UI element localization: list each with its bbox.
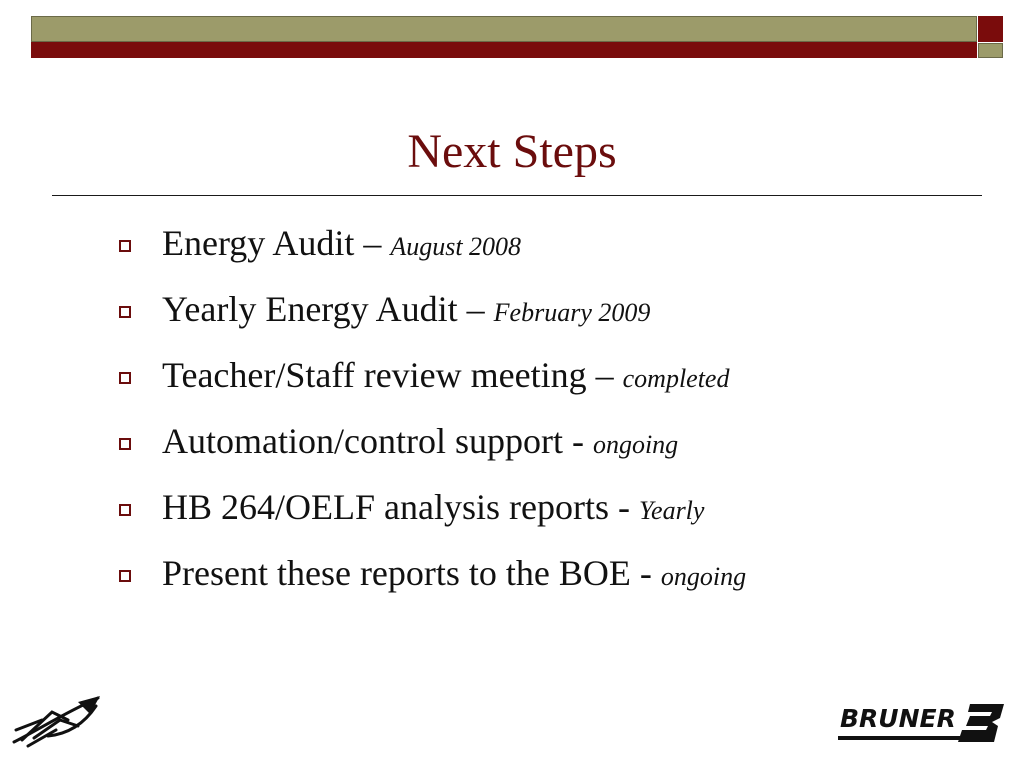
list-item bbox=[116, 549, 976, 615]
item-text: HB 264/OELF analysis reports - bbox=[162, 487, 639, 527]
item-status: February 2009 bbox=[493, 298, 651, 327]
list-item bbox=[116, 351, 976, 417]
list-item bbox=[116, 483, 976, 549]
list-item bbox=[116, 417, 976, 483]
square-bullet-icon bbox=[119, 438, 131, 450]
item-text: Teacher/Staff review meeting – bbox=[162, 355, 623, 395]
square-bullet-icon bbox=[119, 306, 131, 318]
item-text: Automation/control support - bbox=[162, 421, 593, 461]
banner-olive-square bbox=[978, 43, 1003, 58]
slide-title: Next Steps bbox=[407, 125, 617, 178]
banner-olive-bar bbox=[31, 16, 977, 42]
item-text: Present these reports to the BOE - bbox=[162, 553, 661, 593]
bruner-logo bbox=[836, 700, 1008, 748]
item-text: Energy Audit – bbox=[162, 223, 391, 263]
square-bullet-icon bbox=[119, 240, 131, 252]
banner-maroon-square bbox=[978, 16, 1003, 42]
bruner-logo-text: BRUNER bbox=[840, 704, 956, 733]
square-bullet-icon bbox=[119, 372, 131, 384]
item-status: ongoing bbox=[660, 562, 747, 591]
item-status: ongoing bbox=[592, 430, 679, 459]
square-bullet-icon bbox=[119, 504, 131, 516]
bullet-list bbox=[116, 219, 976, 615]
item-status: Yearly bbox=[638, 496, 705, 525]
banner-maroon-bar bbox=[31, 42, 977, 58]
list-item bbox=[116, 285, 976, 351]
square-bullet-icon bbox=[119, 570, 131, 582]
title-divider bbox=[52, 195, 982, 196]
item-status: August 2008 bbox=[390, 232, 522, 261]
item-text: Yearly Energy Audit – bbox=[162, 289, 494, 329]
top-banner bbox=[31, 16, 1003, 59]
rocket-swoosh-icon bbox=[8, 690, 104, 750]
list-item bbox=[116, 219, 976, 285]
item-status: completed bbox=[622, 364, 730, 393]
